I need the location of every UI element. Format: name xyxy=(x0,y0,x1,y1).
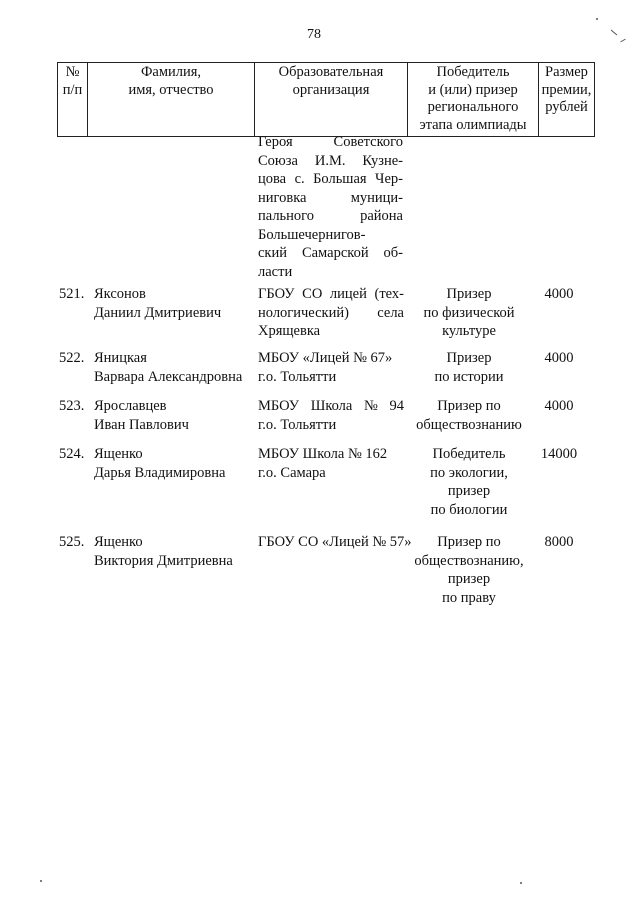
recipient-name xyxy=(94,445,254,482)
name-line: Виктория Дмитриевна xyxy=(94,552,233,569)
row-number: 521. xyxy=(59,286,85,302)
result-line: по биологии xyxy=(430,501,508,518)
org-word: Самарской xyxy=(301,245,369,261)
scan-mark xyxy=(520,882,522,884)
name-line: Даниил Дмитриевич xyxy=(94,304,222,321)
result-line: обществознанию xyxy=(416,416,522,433)
result-line: Призер по xyxy=(437,398,501,414)
result-line: Победитель xyxy=(432,446,506,462)
organization xyxy=(258,445,404,482)
org-word: Чер- xyxy=(375,171,403,187)
header-num xyxy=(58,63,88,137)
result-line: Призер xyxy=(446,350,492,366)
result-line: призер xyxy=(447,483,491,499)
org-line xyxy=(258,170,403,189)
name-line: Иван Павлович xyxy=(94,416,189,433)
recipient-name xyxy=(94,533,254,570)
continued-org-text xyxy=(258,133,403,281)
org-line xyxy=(258,349,404,368)
name-line: Яксонов xyxy=(94,286,146,302)
olympiad-result xyxy=(408,285,530,341)
name-line: Ященко xyxy=(94,446,143,462)
header-name-line: Фамилия, xyxy=(140,64,202,80)
result-line: по физической xyxy=(423,304,515,321)
header-winner-line: и (или) призер xyxy=(428,81,518,98)
org-word: г.о. Тольятти xyxy=(258,368,337,385)
name-line: Ярославцев xyxy=(94,398,167,414)
org-word: ниговка xyxy=(258,189,307,206)
org-word: Большечернигов- xyxy=(258,226,366,243)
result-line: Призер xyxy=(446,286,492,302)
header-org xyxy=(255,63,408,137)
org-word: об- xyxy=(383,245,403,261)
prize-amount: 4000 xyxy=(544,350,574,366)
name-line: Дарья Владимировна xyxy=(94,464,226,481)
prize-amount: 8000 xyxy=(544,534,574,550)
header-winner-line: регионального xyxy=(427,99,519,115)
organization xyxy=(258,285,404,341)
result-line: обществознанию, xyxy=(414,552,524,569)
prize-amount: 4000 xyxy=(544,398,574,414)
header-amount-line: Размер xyxy=(545,64,588,80)
org-line xyxy=(258,368,404,387)
header-winner xyxy=(408,63,539,137)
org-word: г.о. Тольятти xyxy=(258,416,337,433)
header-org-line: Образовательная xyxy=(278,64,384,80)
result-line: по праву xyxy=(442,589,496,606)
recipient-name xyxy=(94,285,254,322)
scan-mark xyxy=(596,18,598,20)
prize-amount: 4000 xyxy=(544,286,574,302)
org-line xyxy=(258,464,404,483)
org-word: 94 xyxy=(389,398,404,414)
org-word: Хрящевка xyxy=(258,323,321,339)
scan-mark xyxy=(40,880,42,882)
name-line: Варвара Александровна xyxy=(94,368,243,385)
organization xyxy=(258,533,412,552)
org-word: лицей xyxy=(329,286,367,302)
org-word: ГБОУ СО «Лицей № 57» xyxy=(258,534,412,550)
org-word: пального xyxy=(258,208,315,224)
result-line: призер xyxy=(447,571,491,587)
result-line: культуре xyxy=(442,323,496,339)
name-line: Яницкая xyxy=(94,350,147,366)
org-word: ласти xyxy=(258,263,293,280)
org-line xyxy=(258,152,403,171)
row-number: 522. xyxy=(59,350,85,366)
org-word: Большая xyxy=(313,171,367,187)
org-word: МБОУ xyxy=(258,398,300,414)
org-line xyxy=(258,416,404,435)
organization xyxy=(258,397,404,434)
header-name-line: имя, отчество xyxy=(128,81,214,98)
org-word: ГБОУ xyxy=(258,286,295,302)
header-num-line: № xyxy=(65,64,80,80)
org-line xyxy=(258,263,403,282)
header-winner-line: Победитель xyxy=(436,64,510,80)
organization xyxy=(258,349,404,386)
header-winner-line: этапа олимпиады xyxy=(419,116,527,133)
olympiad-result xyxy=(408,533,530,607)
org-line xyxy=(258,207,403,226)
name-line: Ященко xyxy=(94,534,143,550)
org-line xyxy=(258,189,403,208)
org-word: цова xyxy=(258,171,287,187)
org-word: Советского xyxy=(333,134,403,150)
org-word: МБОУ Школа № 162 xyxy=(258,446,388,462)
org-word: района xyxy=(360,208,403,224)
header-amount-line: рублей xyxy=(545,99,588,115)
org-line xyxy=(258,226,403,245)
recipient-name xyxy=(94,349,254,386)
org-line xyxy=(258,304,404,323)
org-line xyxy=(258,397,404,416)
header-name xyxy=(88,63,255,137)
org-word: муници- xyxy=(350,189,403,206)
result-line: по экологии, xyxy=(430,464,508,481)
org-line xyxy=(258,133,403,152)
olympiad-result xyxy=(408,349,530,386)
org-word: Кузне- xyxy=(362,152,403,169)
org-line xyxy=(258,533,412,552)
org-word: И.М. xyxy=(314,152,346,169)
org-word: Героя xyxy=(258,134,293,150)
result-line: по истории xyxy=(434,368,504,385)
row-number: 523. xyxy=(59,398,85,414)
org-word: с. xyxy=(294,171,305,187)
org-word: Союза xyxy=(258,152,298,169)
recipient-name xyxy=(94,397,254,434)
header-amount xyxy=(539,63,595,137)
header-num-line: п/п xyxy=(62,81,83,98)
org-word: г.о. Самара xyxy=(258,464,326,481)
org-word: Школа xyxy=(310,398,353,414)
org-line xyxy=(258,285,404,304)
result-line: Призер по xyxy=(437,534,501,550)
org-line xyxy=(258,244,403,263)
row-number: 524. xyxy=(59,446,85,462)
header-amount-line: премии, xyxy=(541,81,592,98)
header-org-line: организация xyxy=(292,81,370,98)
org-word: нологический) xyxy=(258,304,349,321)
row-number: 525. xyxy=(59,534,85,550)
org-word: № xyxy=(364,398,378,414)
table-header xyxy=(57,62,595,137)
org-word: села xyxy=(377,304,404,321)
org-line xyxy=(258,322,404,341)
org-word: СО xyxy=(302,286,323,302)
prize-amount: 14000 xyxy=(540,446,578,462)
org-word: (тех- xyxy=(374,286,404,302)
olympiad-result xyxy=(408,397,530,434)
org-word: МБОУ «Лицей № 67» xyxy=(258,350,393,366)
org-word: ский xyxy=(258,245,287,261)
org-line xyxy=(258,445,404,464)
page-number: 78 xyxy=(307,27,321,42)
olympiad-result xyxy=(408,445,530,519)
